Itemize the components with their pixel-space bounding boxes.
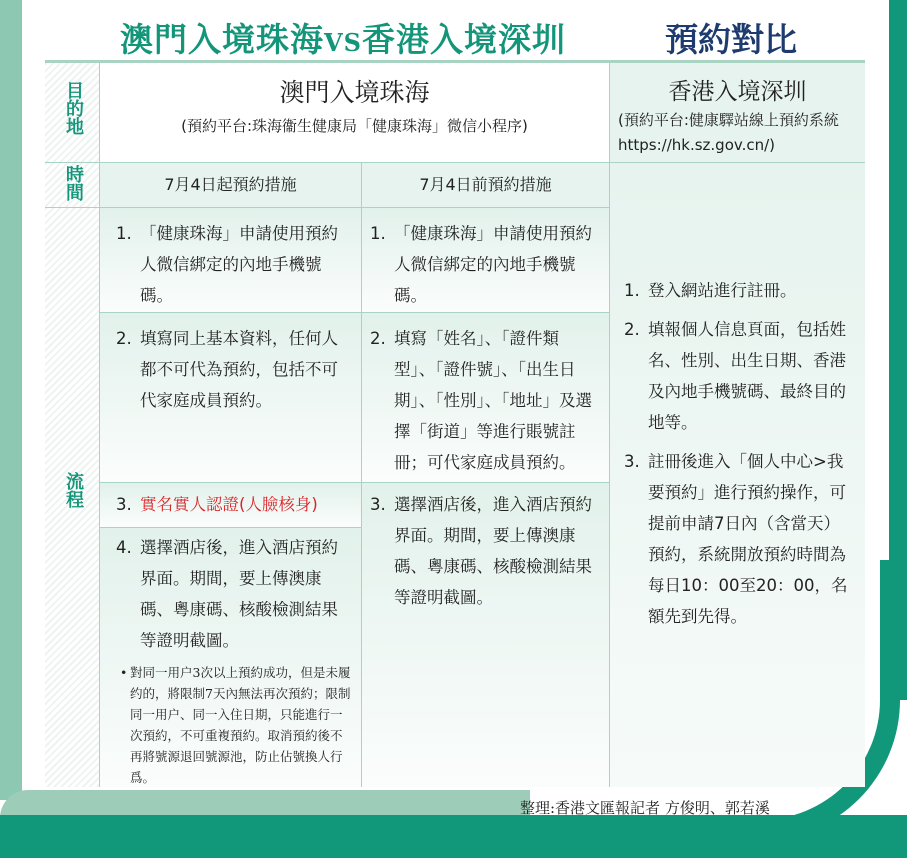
step-item bbox=[610, 438, 865, 632]
before-step-1 bbox=[362, 208, 610, 313]
after-label: 7月4日起預約措施 bbox=[100, 163, 362, 208]
after-step-2 bbox=[100, 313, 362, 483]
before-step-3 bbox=[362, 483, 610, 787]
hk-header bbox=[610, 63, 865, 163]
before-step-2 bbox=[362, 313, 610, 483]
bottom-band bbox=[0, 815, 907, 858]
label-process: 流程 bbox=[63, 472, 84, 508]
after-step-4 bbox=[100, 528, 362, 787]
after-step-3 bbox=[100, 483, 362, 528]
right-border bbox=[889, 0, 907, 700]
label-process-cell bbox=[45, 208, 100, 787]
hk-heading: 香港入境深圳 bbox=[668, 79, 807, 105]
step-text: 註冊後進入「個人中心>我要預約」進行預約操作，可提前申請7日內（含當天）預約，系統開放預約時間為每日10：00至20：00，名額先到先得。 bbox=[648, 452, 848, 626]
step-number: 2. bbox=[116, 329, 132, 348]
step-number: 3. bbox=[370, 495, 386, 514]
macau-header bbox=[100, 63, 610, 163]
step-text: 「健康珠海」申請使用預約人微信綁定的內地手機號碼。 bbox=[394, 224, 592, 305]
credit: 整理:香港文匯報記者 方俊明、郭若溪 bbox=[520, 799, 770, 817]
step-text: 選擇酒店後，進入酒店預約界面。期間，要上傳澳康碼、粵康碼、核酸檢測結果等證明截圖。 bbox=[394, 495, 592, 607]
step-text: 填寫「姓名」、「證件類型」、「證件號」、「出生日期」、「性別」、「地址」及選擇「街道」等進行賬號註冊；可代家庭成員預約。 bbox=[394, 329, 592, 472]
bottom-light-band bbox=[0, 790, 530, 818]
step-item bbox=[610, 265, 865, 306]
label-time-cell bbox=[45, 163, 100, 208]
after-step-1 bbox=[100, 208, 362, 313]
step-number: 1. bbox=[116, 224, 132, 243]
label-destination: 目的地 bbox=[63, 81, 84, 135]
step-number: 2. bbox=[370, 329, 386, 348]
note: • 對同一用户3次以上預約成功，但是未履约的，將限制7天內無法再次預約；限制同一用户、同一入住日期，只能進行一次預約，不可重複預約。取消預約後不再將號源退回號源池，防止佔號換人行爲。 bbox=[100, 662, 361, 788]
step-item bbox=[362, 483, 609, 613]
step-item bbox=[100, 528, 361, 656]
step-item bbox=[100, 208, 361, 311]
step-text: 實名實人認證(人臉核身) bbox=[140, 495, 318, 514]
hk-steps bbox=[610, 163, 865, 787]
step-text: 選擇酒店後，進入酒店預約界面。期間，要上傳澳康碼、粵康碼、核酸檢測結果等證明截圖。 bbox=[140, 538, 338, 650]
step-text: 填報個人信息頁面，包括姓名、性別、出生日期、香港及內地手機號碼、最終目的地等。 bbox=[648, 320, 846, 432]
step-item bbox=[610, 306, 865, 438]
label-time: 時間 bbox=[63, 165, 84, 201]
step-item bbox=[362, 208, 609, 311]
title-part: 澳門入境珠海 bbox=[120, 20, 324, 59]
comparison-table bbox=[45, 60, 865, 787]
step-text: 填寫同上基本資料，任何人都不可代為預約，包括不可代家庭成員預約。 bbox=[140, 329, 338, 410]
step-number: 1. bbox=[624, 281, 640, 300]
label-destination-cell bbox=[45, 63, 100, 163]
hk-platform: (預約平台:健康驛站線上預約系統https://hk.sz.gov.cn/) bbox=[618, 111, 839, 154]
title-part: VS bbox=[324, 28, 362, 57]
before-label: 7月4日前預約措施 bbox=[362, 163, 610, 208]
macau-platform: (預約平台:珠海衞生健康局「健康珠海」微信小程序) bbox=[181, 117, 528, 135]
step-number: 3. bbox=[116, 495, 132, 514]
main-title bbox=[120, 14, 566, 61]
title-badge: 預約對比 bbox=[665, 20, 797, 59]
step-item bbox=[100, 313, 361, 416]
step-number: 4. bbox=[116, 538, 132, 557]
macau-heading: 澳門入境珠海 bbox=[279, 78, 430, 107]
step-number: 3. bbox=[624, 452, 640, 471]
step-number: 2. bbox=[624, 320, 640, 339]
left-border bbox=[0, 0, 22, 800]
step-text: 登入網站進行註冊。 bbox=[648, 281, 797, 300]
step-number: 1. bbox=[370, 224, 386, 243]
step-text: 「健康珠海」申請使用預約人微信綁定的內地手機號碼。 bbox=[140, 224, 338, 305]
step-item bbox=[362, 313, 609, 478]
title-part: 香港入境深圳 bbox=[361, 20, 566, 59]
step-item bbox=[100, 483, 361, 520]
